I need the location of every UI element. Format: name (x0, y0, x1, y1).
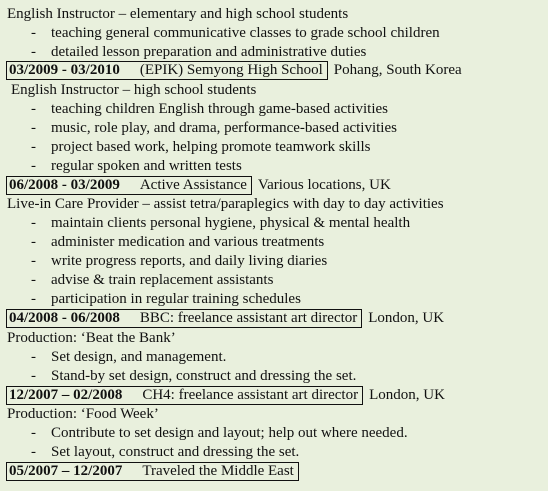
bullet-marker: - (31, 368, 36, 384)
job-header (6, 176, 391, 195)
job-location: Pohang, South Korea (333, 62, 462, 78)
job-header (6, 462, 299, 481)
job-description (7, 329, 176, 348)
job-location: London, UK (369, 387, 445, 403)
bullet-text: maintain clients personal hygiene, physical & mental health (51, 215, 411, 231)
bullet-marker: - (31, 425, 36, 441)
job-dates: 04/2008 - 06/2008 (9, 310, 120, 326)
bullet-marker: - (31, 215, 36, 231)
job-header-box (6, 61, 328, 80)
job-header-box (6, 176, 252, 195)
bullet-marker: - (31, 444, 36, 460)
bullet-marker: - (31, 234, 36, 250)
job-header (6, 309, 444, 328)
bullet-text: Contribute to set design and layout; help out where needed. (51, 425, 408, 441)
job-header (6, 386, 445, 405)
bullet-text: project based work, helping promote teamwork skills (51, 139, 371, 155)
job-dates: 05/2007 – 12/2007 (9, 463, 123, 479)
bullet-text: Set layout, construct and dressing the set. (51, 444, 300, 460)
bullet-marker: - (31, 101, 36, 117)
job-description (11, 81, 256, 100)
bullet-text: music, role play, and drama, performance-based activities (51, 120, 397, 136)
bullet-text: regular spoken and written tests (51, 158, 242, 174)
bullet-text: participation in regular training schedules (51, 291, 301, 307)
bullet-text: advise & train replacement assistants (51, 272, 274, 288)
job-header (6, 61, 462, 80)
bullet-marker: - (31, 272, 36, 288)
job-location: London, UK (368, 310, 445, 326)
job-location: Various locations, UK (257, 177, 391, 193)
bullet-marker: - (31, 120, 36, 136)
bullet-marker: - (31, 253, 36, 269)
job-dates: 06/2008 - 03/2009 (9, 177, 120, 193)
job-title: BBC: freelance assistant art director (139, 310, 358, 326)
bullet-marker: - (31, 349, 36, 365)
job-description-text: Production: ‘Beat the Bank’ (7, 330, 176, 346)
job-title: CH4: freelance assistant art director (142, 387, 359, 403)
job-title: Active Assistance (139, 177, 247, 193)
job-description-text: Live-in Care Provider – assist tetra/paraplegics with day to day activities (7, 196, 444, 212)
bullet-text: administer medication and various treatments (51, 234, 325, 250)
job-description (7, 405, 159, 424)
job-title: (EPIK) Semyong High School (139, 62, 323, 78)
job-header-box (6, 386, 363, 405)
bullet-marker: - (31, 139, 36, 155)
job-title: Traveled the Middle East (142, 463, 294, 479)
job-dates: 12/2007 – 02/2008 (9, 387, 123, 403)
bullet-marker: - (31, 291, 36, 307)
job-description-text: Production: ‘Food Week’ (7, 406, 159, 422)
job-header-box (6, 462, 299, 481)
bullet-text: Stand-by set design, construct and dressing the set. (51, 368, 357, 384)
job-description-text: English Instructor – elementary and high school students (7, 6, 349, 22)
bullet-text: write progress reports, and daily living diaries (51, 253, 328, 269)
bullet-text: teaching general communicative classes to grade school children (51, 25, 440, 41)
job-description (7, 5, 348, 24)
job-dates: 03/2009 - 03/2010 (9, 62, 120, 78)
bullet-marker: - (31, 158, 36, 174)
bullet-text: teaching children English through game-based activities (51, 101, 388, 117)
bullet-text: Set design, and management. (51, 349, 227, 365)
job-description-text: English Instructor – high school students (11, 82, 257, 98)
bullet-marker: - (31, 25, 36, 41)
bullet-marker: - (31, 44, 36, 60)
job-header-box (6, 309, 362, 328)
bullet-text: detailed lesson preparation and administrative duties (51, 44, 367, 60)
job-description (7, 195, 444, 214)
